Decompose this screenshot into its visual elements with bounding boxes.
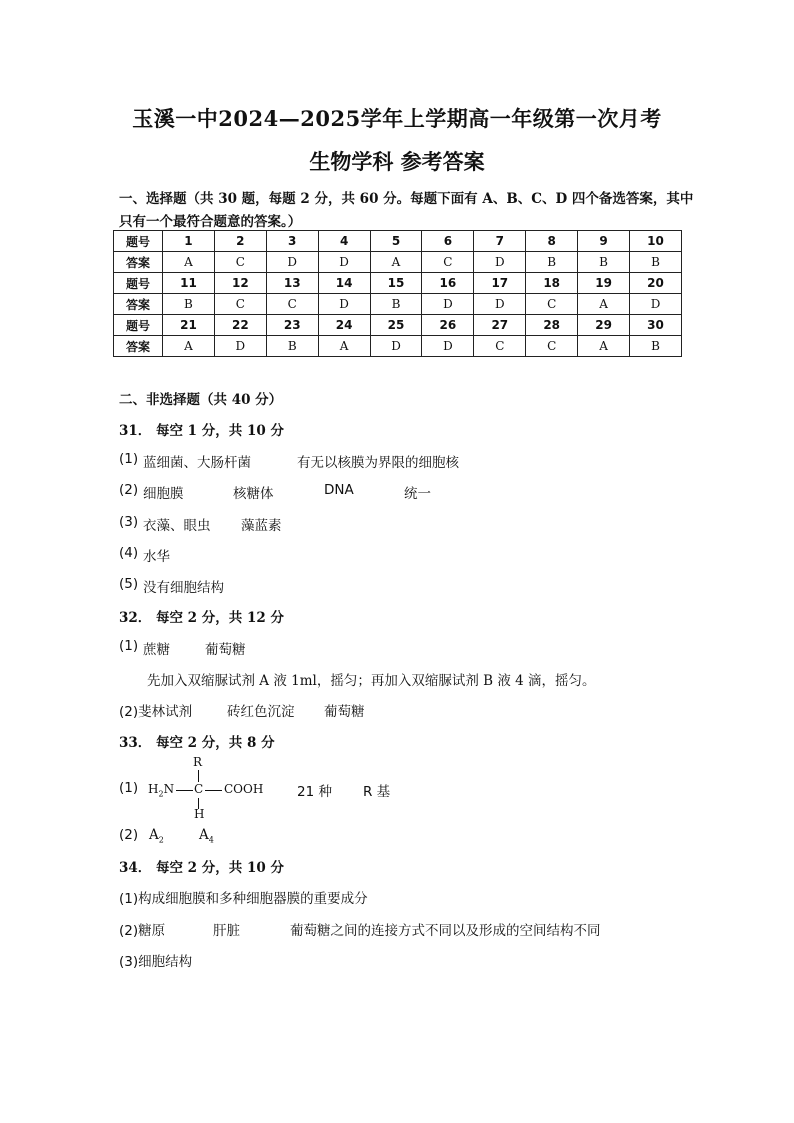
q31-line3-answer-a: 衣藻、眼虫 (143, 518, 211, 534)
question-number-cell: 9 (578, 231, 630, 252)
answer-cell: B (578, 252, 630, 273)
q33-line2-answer-a: $A_2$ (149, 827, 164, 845)
answer-cell: C (526, 336, 578, 357)
table-row-answers (114, 294, 682, 315)
question-number-cell: 10 (630, 231, 682, 252)
q31-line3-answer-b: 藻蓝素 (241, 518, 282, 534)
formula-bond-right (205, 790, 222, 791)
question-number-cell: 8 (526, 231, 578, 252)
q31-line4-answer-a: 水华 (143, 549, 170, 565)
question-number-cell: 14 (318, 273, 370, 294)
q33-line1-num: (1) (119, 780, 139, 796)
q32-line2-answer-a: (2)斐林试剂 (119, 704, 193, 720)
question-number-cell: 23 (266, 315, 318, 336)
page-title: 玉溪一中2024—2025学年上学期高一年级第一次月考 (132, 106, 662, 131)
answer-cell: D (422, 294, 474, 315)
answer-cell: D (474, 252, 526, 273)
answer-label: 答案 (114, 252, 163, 273)
question-number-cell: 6 (422, 231, 474, 252)
q33-line1-answer-b: 21 种 (297, 784, 332, 800)
q31-line4-num: (4) (119, 545, 139, 561)
page-subtitle: 生物学科 参考答案 (309, 149, 485, 174)
q34-line3: (3)细胞结构 (119, 954, 193, 970)
answer-cell: D (318, 294, 370, 315)
answer-cell: A (370, 252, 422, 273)
question-number-cell: 17 (474, 273, 526, 294)
table-row-question-numbers (114, 315, 682, 336)
question-number-cell: 25 (370, 315, 422, 336)
q33-line1-answer-c: R 基 (363, 784, 391, 800)
formula-amino-group: $H_2N$ (148, 782, 175, 799)
question-number-cell: 28 (526, 315, 578, 336)
answer-cell: B (630, 252, 682, 273)
formula-hydrogen: H (194, 807, 205, 821)
q31-line3-num: (3) (119, 514, 139, 530)
q34-line2-answer-a: (2)糖原 (119, 923, 166, 939)
q31-line5-num: (5) (119, 576, 139, 592)
answer-cell: D (422, 336, 474, 357)
question-number-label: 题号 (114, 231, 163, 252)
question-number-cell: 21 (163, 315, 215, 336)
question-number-cell: 24 (318, 315, 370, 336)
q33-line2-answer-b: $A_4$ (199, 827, 214, 845)
answer-cell: D (266, 252, 318, 273)
question-number-cell: 7 (474, 231, 526, 252)
answer-cell: D (318, 252, 370, 273)
answer-cell: A (163, 252, 215, 273)
answer-cell: B (370, 294, 422, 315)
answer-cell: C (266, 294, 318, 315)
question-number-cell: 30 (630, 315, 682, 336)
question-number-cell: 11 (163, 273, 215, 294)
question-number-label: 题号 (114, 273, 163, 294)
answer-cell: D (630, 294, 682, 315)
question-number-cell: 27 (474, 315, 526, 336)
answer-cell: D (474, 294, 526, 315)
question-number-label: 题号 (114, 315, 163, 336)
answer-cell: A (578, 336, 630, 357)
answer-label: 答案 (114, 294, 163, 315)
table-row-question-numbers (114, 231, 682, 252)
answer-cell: D (214, 336, 266, 357)
question-number-cell: 3 (266, 231, 318, 252)
q31-line1-answer-b: 有无以核膜为界限的细胞核 (297, 455, 459, 471)
formula-r-group: R (193, 755, 203, 769)
q31-line2-answer-d: 统一 (404, 486, 431, 502)
question-number-cell: 18 (526, 273, 578, 294)
question-number-cell: 20 (630, 273, 682, 294)
table-row-answers (114, 252, 682, 273)
q31-line2-answer-a: 细胞膜 (143, 486, 184, 502)
formula-bond-left (176, 790, 193, 791)
q31-line5-answer-a: 没有细胞结构 (143, 580, 224, 596)
formula-alpha-carbon: C (194, 782, 204, 796)
answer-cell: B (526, 252, 578, 273)
section1-heading-line2: 只有一个最符合题意的答案。） (119, 214, 302, 230)
table-row-answers (114, 336, 682, 357)
q33-line2-num: (2) (119, 827, 139, 843)
question-number-cell: 19 (578, 273, 630, 294)
q31-line2-answer-c: DNA (324, 482, 354, 498)
q32-heading: 32． 每空 2 分，共 12 分 (119, 610, 284, 626)
q32-line1-answer-a: 蔗糖 (143, 642, 170, 658)
amino-acid-structural-formula (148, 755, 288, 825)
answer-cell: C (214, 294, 266, 315)
q34-line1: (1)构成细胞膜和多种细胞器膜的重要成分 (119, 891, 368, 907)
answer-cell: B (266, 336, 318, 357)
question-number-cell: 15 (370, 273, 422, 294)
question-number-cell: 13 (266, 273, 318, 294)
q31-line2-num: (2) (119, 482, 139, 498)
answer-cell: B (163, 294, 215, 315)
q32-line1-num: (1) (119, 638, 139, 654)
q32-line1-answer-b: 葡萄糖 (205, 642, 246, 658)
answer-cell: A (578, 294, 630, 315)
question-number-cell: 2 (214, 231, 266, 252)
answer-cell: A (163, 336, 215, 357)
table-row-question-numbers (114, 273, 682, 294)
answer-table (113, 230, 682, 357)
question-number-cell: 26 (422, 315, 474, 336)
answer-cell: D (370, 336, 422, 357)
answer-cell: C (214, 252, 266, 273)
formula-bond-top (198, 770, 199, 782)
q32-line2-answer-c: 葡萄糖 (324, 704, 365, 720)
section1-heading-line1: 一、选择题（共 30 题，每题 2 分，共 60 分。每题下面有 A、B、C、D 四个备选答案，其中 (119, 191, 694, 207)
formula-carboxyl-group: COOH (224, 782, 264, 796)
q32-line2-answer-b: 砖红色沉淀 (227, 704, 295, 720)
answer-cell: C (474, 336, 526, 357)
q31-line1-num: (1) (119, 451, 139, 467)
answer-label: 答案 (114, 336, 163, 357)
question-number-cell: 4 (318, 231, 370, 252)
question-number-cell: 5 (370, 231, 422, 252)
question-number-cell: 16 (422, 273, 474, 294)
question-number-cell: 22 (214, 315, 266, 336)
answer-cell: C (526, 294, 578, 315)
answer-cell: B (630, 336, 682, 357)
answer-cell: C (422, 252, 474, 273)
q34-line2-answer-b: 肝脏 (213, 923, 240, 939)
q34-heading: 34． 每空 2 分，共 10 分 (119, 860, 284, 876)
answer-cell: A (318, 336, 370, 357)
q31-line2-answer-b: 核糖体 (233, 486, 274, 502)
q33-heading: 33． 每空 2 分，共 8 分 (119, 735, 275, 751)
q32-line1-answer-c: 先加入双缩脲试剂 A 液 1ml，摇匀；再加入双缩脲试剂 B 液 4 滴，摇匀。 (147, 673, 596, 689)
question-number-cell: 12 (214, 273, 266, 294)
q31-line1-answer-a: 蓝细菌、大肠杆菌 (143, 455, 251, 471)
section2-heading: 二、非选择题（共 40 分） (119, 392, 283, 408)
question-number-cell: 29 (578, 315, 630, 336)
question-number-cell: 1 (163, 231, 215, 252)
q31-heading: 31． 每空 1 分，共 10 分 (119, 423, 284, 439)
q34-line2-answer-c: 葡萄糖之间的连接方式不同以及形成的空间结构不同 (290, 923, 601, 939)
